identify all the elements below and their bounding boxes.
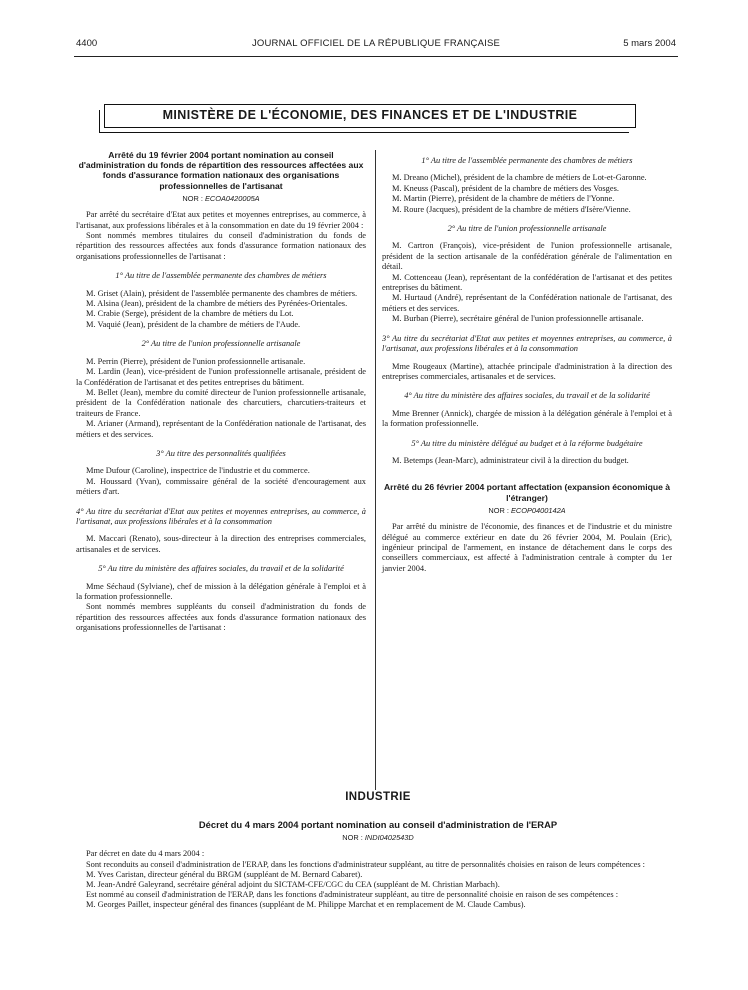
journal-title: JOURNAL OFFICIEL DE LA RÉPUBLIQUE FRANÇAISE (251, 38, 501, 49)
member-entry: M. Kneuss (Pascal), président de la chambre de métiers des Vosges. (392, 183, 619, 193)
section-heading: 4° Au titre du secrétariat d'Etat aux petites et moyennes entreprises, au commerce, à l'artisanat, aux professions libérales et à la consommation (76, 506, 366, 526)
member-entry: M. Betemps (Jean-Marc), administrateur civil à la direction du budget. (392, 455, 629, 465)
member-entry: M. Crabie (Serge), président de la chambre de métiers du Lot. (86, 309, 294, 319)
member-entry: M. Burban (Pierre), secrétaire général de l'union professionnelle artisanale. (392, 314, 644, 324)
section-heading: 2° Au titre de l'union professionnelle artisanale (141, 339, 301, 349)
section-heading: 2° Au titre de l'union professionnelle artisanale (447, 224, 607, 234)
nor-label: NOR : (342, 833, 363, 843)
section-heading: 3° Au titre des personnalités qualifiées (156, 448, 286, 458)
decret-paragraph: Par décret en date du 4 mars 2004 : (86, 849, 205, 859)
member-entry: M. Bellet (Jean), membre du comité directeur de l'union professionnelle artisanale, président de la Confédération nationale des charcutiers, charcutiers-traiteurs et traiteurs de France. (76, 387, 366, 418)
member-entry: Mme Dufour (Caroline), inspectrice de l'industrie et du commerce. (86, 466, 310, 476)
arrete-title: Arrêté du 19 février 2004 portant nomination au conseil d'administration du fonds de répartition des ressources affectées aux fonds d'assurance formation nationaux des organisations professionnelles de l'artisanat (78, 150, 364, 191)
nor-code: ECOA0420005A (204, 193, 260, 203)
nor-line (382, 506, 672, 516)
titulaires-paragraph: Sont nommés membres titulaires du conseil d'administration du fonds de répartition des ressources affectées aux fonds d'assurance formation nationaux des organisations professionnelles de l'artisanat : (76, 231, 366, 261)
section-heading: 1° Au titre de l'assemblée permanente des chambres de métiers (421, 156, 633, 165)
issue-date: 5 mars 2004 (623, 38, 676, 49)
member-entry: Mme Rougeaux (Martine), attachée principale d'administration à la direction des entreprises commerciales, artisanales et de services. (382, 361, 672, 381)
member-entry: M. Perrin (Pierre), président de l'union professionnelle artisanale. (86, 356, 306, 366)
nor-label: NOR : (182, 193, 203, 203)
nor-label: NOR : (488, 505, 509, 515)
section-heading: 5° Au titre du ministère des affaires sociales, du travail et de la solidarité (98, 564, 344, 574)
section-heading: 4° Au titre du ministère des affaires sociales, du travail et de la solidarité (404, 391, 650, 401)
member-entry: M. Hurtaud (André), représentant de la Confédération nationale de l'artisanat, des métiers et des services. (382, 293, 672, 313)
member-entry: M. Arianer (Armand), représentant de la Confédération nationale de l'artisanat, des métiers et des services. (76, 419, 366, 439)
member-entry: M. Alsina (Jean), président de la chambre de métiers des Pyrénées-Orientales. (86, 299, 348, 309)
section-heading: 5° Au titre du ministère délégué au budget et à la réforme budgétaire (411, 438, 643, 448)
member-entry: M. Cottenceau (Jean), représentant de la confédération de l'artisanat et des petites entreprises du bâtiment. (382, 272, 672, 293)
member-entry: M. Cartron (François), vice-président de l'union professionnelle artisanale, président de la section artisanale de la confédération générale de l'alimentation en détail. (382, 241, 672, 272)
page-number: 4400 (76, 38, 98, 49)
member-entry: M. Houssard (Yvan), commissaire général de la société d'encouragement aux métiers d'art. (76, 476, 366, 497)
member-entry: M. Martin (Pierre), président de la chambre de métiers de l'Yonne. (392, 194, 615, 204)
nor-code: ECOP0400142A (510, 505, 566, 515)
section-title-industrie: INDUSTRIE (345, 791, 411, 803)
nor-code: INDI0402543D (364, 833, 414, 843)
decret-block (76, 820, 680, 911)
member-entry: M. Vaquié (Jean), président de la chambre de métiers de l'Aude. (86, 319, 301, 329)
member-entry: Mme Brenner (Annick), chargée de mission à la délégation générale à l'emploi et à la formation professionnelle. (382, 408, 672, 429)
suppleants-paragraph: Sont nommés membres suppléants du conseil d'administration du fonds de répartition des ressources affectées aux fonds d'assurance formation nationaux des organisations professionnelles de l'artisanat : (76, 602, 366, 633)
right-column (382, 156, 672, 574)
decret-title: Décret du 4 mars 2004 portant nomination au conseil d'administration de l'ERAP (198, 819, 558, 830)
arrete-title: Arrêté du 26 février 2004 portant affectation (expansion économique à l'étranger) (383, 482, 671, 503)
decret-paragraph: Sont reconduits au conseil d'administration de l'ERAP, dans les fonctions d'administrateur suppléant, au titre de personnalités choisies en raison de leurs compétences : (86, 859, 646, 869)
column-separator (375, 150, 376, 790)
header-rule (74, 56, 678, 57)
affectation-paragraph: Par arrêté du ministre de l'économie, des finances et de l'industrie et du ministre délégué au commerce extérieur en date du 26 février 2004, M. Poulain (Eric), ingénieur principal de l'armement, en instance de détachement dans le corps des conseillers commerciaux, est affecté à l'administration centrale à compter du 1er janvier 2004. (382, 522, 672, 573)
section-heading: 3° Au titre du secrétariat d'Etat aux petites et moyennes entreprises, au commerce, à l'artisanat, aux professions libérales et à la consommation (382, 333, 672, 354)
running-header (76, 38, 676, 52)
ministry-title: MINISTÈRE DE L'ÉCONOMIE, DES FINANCES ET DE L'INDUSTRIE (104, 104, 636, 128)
nor-line (76, 833, 680, 843)
decret-paragraph: M. Yves Caristan, directeur général du BRGM (suppléant de M. Bernard Cabaret). (86, 869, 363, 879)
member-entry: Mme Séchaud (Sylviane), chef de mission à la délégation générale à l'emploi et à la formation professionnelle. (76, 581, 366, 601)
member-entry: M. Griset (Alain), président de l'assemblée permanente des chambres de métiers. (86, 288, 358, 298)
decret-paragraph: M. Georges Paillet, inspecteur général des finances (suppléant de M. Philippe Marchat et en remplacement de M. Claude Cambus). (86, 900, 526, 910)
left-column (76, 150, 366, 634)
member-entry: M. Lardin (Jean), vice-président de l'union professionnelle artisanale, président de la Confédération de l'artisanat et des petites entreprises du bâtiment. (76, 367, 366, 387)
intro-paragraph: Par arrêté du secrétaire d'Etat aux petites et moyennes entreprises, au commerce, à l'artisanat, aux professions libérales et à la consommation en date du 19 février 2004 : (76, 210, 366, 230)
nor-line (76, 194, 366, 204)
member-entry: M. Dreano (Michel), président de la chambre de métiers de Lot-et-Garonne. (392, 173, 647, 183)
section-heading: 1° Au titre de l'assemblée permanente des chambres de métiers (115, 271, 327, 281)
member-entry: M. Roure (Jacques), président de la chambre de métiers d'Isère/Vienne. (392, 204, 631, 214)
member-entry: M. Maccari (Renato), sous-directeur à la direction des entreprises commerciales, artisanales et de services. (76, 534, 366, 554)
decret-paragraph: M. Jean-André Galeyrand, secrétaire général adjoint du SICTAM-CFE/CGC du CEA (suppléant de M. Christian Marbach). (86, 880, 500, 890)
decret-paragraph: Est nommé au conseil d'administration de l'ERAP, dans les fonctions d'administrateur suppléant, au titre de personnalité choisie en raison de ses compétences : (86, 890, 619, 900)
